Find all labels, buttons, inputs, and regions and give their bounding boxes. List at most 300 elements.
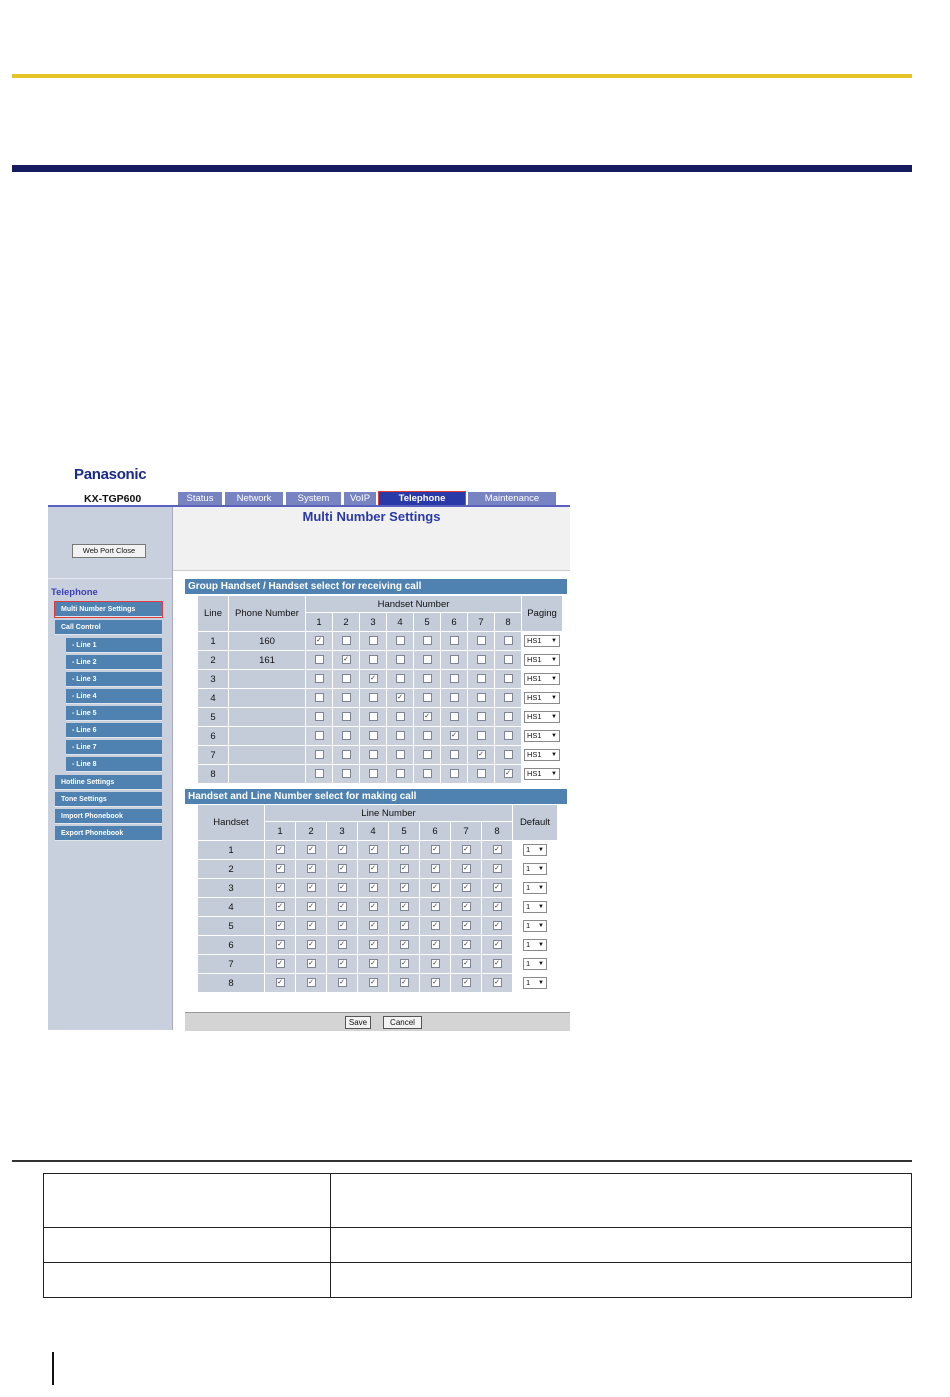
checkbox-cell — [389, 841, 419, 859]
checkbox[interactable] — [504, 750, 513, 759]
checkbox-cell — [327, 879, 357, 897]
line-cell: 7 — [198, 746, 228, 764]
checkbox[interactable]: ✓ — [401, 846, 407, 854]
dropdown-value: 1 — [526, 864, 531, 873]
checkbox[interactable]: ✓ — [370, 941, 376, 949]
column-header: 8 — [495, 613, 521, 631]
checkbox[interactable]: ✓ — [432, 846, 438, 854]
dropdown-value: HS1 — [527, 750, 542, 759]
checkbox-cell — [468, 746, 494, 764]
dropdown[interactable] — [524, 730, 560, 742]
checkbox[interactable]: ✓ — [401, 903, 407, 911]
checkbox[interactable]: ✓ — [370, 675, 376, 683]
checkbox[interactable] — [504, 636, 513, 645]
checkbox-cell — [360, 727, 386, 745]
checkbox-cell — [327, 936, 357, 954]
checkbox[interactable] — [315, 693, 324, 702]
checkbox[interactable]: ✓ — [432, 960, 438, 968]
checkbox[interactable]: ✓ — [277, 941, 283, 949]
checkbox[interactable] — [477, 712, 486, 721]
checkbox[interactable]: ✓ — [308, 903, 314, 911]
checkbox[interactable]: ✓ — [463, 846, 469, 854]
checkbox[interactable]: ✓ — [370, 960, 376, 968]
checkbox[interactable] — [342, 731, 351, 740]
checkbox[interactable] — [315, 769, 324, 778]
table-row — [198, 746, 562, 764]
checkbox[interactable] — [423, 731, 432, 740]
checkbox[interactable] — [315, 712, 324, 721]
checkbox[interactable] — [450, 636, 459, 645]
checkbox-cell — [441, 651, 467, 669]
checkbox-cell — [360, 632, 386, 650]
checkbox[interactable] — [369, 731, 378, 740]
chevron-down-icon: ▼ — [538, 904, 544, 910]
dropdown[interactable] — [523, 920, 547, 932]
sidebar-item-import-phonebook[interactable]: Import Phonebook — [55, 809, 162, 824]
checkbox[interactable]: ✓ — [478, 751, 484, 759]
checkbox[interactable]: ✓ — [432, 979, 438, 987]
checkbox[interactable]: ✓ — [277, 979, 283, 987]
checkbox[interactable]: ✓ — [277, 884, 283, 892]
column-header: 5 — [414, 613, 440, 631]
checkbox[interactable]: ✓ — [451, 732, 457, 740]
checkbox-cell — [441, 689, 467, 707]
checkbox-cell — [482, 841, 512, 859]
checkbox-cell — [327, 955, 357, 973]
table-cell — [44, 1228, 331, 1263]
default-cell — [513, 955, 557, 973]
checkbox[interactable] — [477, 693, 486, 702]
chevron-down-icon: ▼ — [538, 847, 544, 853]
sidebar-item-tone-settings[interactable]: Tone Settings — [55, 792, 162, 807]
checkbox[interactable] — [423, 750, 432, 759]
column-header: 7 — [468, 613, 494, 631]
checkbox[interactable]: ✓ — [370, 884, 376, 892]
checkbox[interactable]: ✓ — [463, 960, 469, 968]
checkbox[interactable]: ✓ — [370, 865, 376, 873]
checkbox[interactable]: ✓ — [308, 979, 314, 987]
checkbox[interactable]: ✓ — [494, 979, 500, 987]
checkbox[interactable]: ✓ — [494, 846, 500, 854]
checkbox-cell — [387, 765, 413, 783]
checkbox-cell — [482, 860, 512, 878]
checkbox[interactable] — [342, 750, 351, 759]
tab-system[interactable]: System — [286, 492, 341, 507]
chevron-down-icon: ▼ — [551, 771, 557, 777]
sidebar-item-hotline-settings[interactable]: Hotline Settings — [55, 775, 162, 790]
checkbox-cell — [495, 689, 521, 707]
checkbox[interactable]: ✓ — [308, 960, 314, 968]
checkbox[interactable]: ✓ — [401, 922, 407, 930]
dropdown[interactable] — [523, 863, 547, 875]
dropdown[interactable] — [523, 958, 547, 970]
sidebar-item-line-4[interactable]: - Line 4 — [66, 689, 162, 704]
column-header: Line — [198, 596, 228, 631]
checkbox[interactable]: ✓ — [424, 713, 430, 721]
checkbox-cell — [468, 670, 494, 688]
phone-number-cell — [229, 708, 305, 726]
checkbox[interactable]: ✓ — [432, 941, 438, 949]
checkbox[interactable] — [450, 655, 459, 664]
chevron-down-icon: ▼ — [551, 733, 557, 739]
sidebar-item-line-5[interactable]: - Line 5 — [66, 706, 162, 721]
checkbox[interactable] — [369, 693, 378, 702]
chevron-down-icon: ▼ — [538, 885, 544, 891]
checkbox[interactable] — [504, 655, 513, 664]
sidebar-item-export-phonebook[interactable]: Export Phonebook — [55, 826, 162, 841]
checkbox[interactable] — [423, 655, 432, 664]
table-cell — [44, 1174, 331, 1228]
checkbox-cell — [414, 670, 440, 688]
checkbox-cell — [420, 879, 450, 897]
checkbox[interactable]: ✓ — [432, 903, 438, 911]
checkbox[interactable] — [450, 693, 459, 702]
checkbox[interactable] — [315, 731, 324, 740]
checkbox-cell — [420, 841, 450, 859]
checkbox-cell — [451, 917, 481, 935]
checkbox-cell — [306, 746, 332, 764]
checkbox[interactable]: ✓ — [401, 865, 407, 873]
line-cell: 4 — [198, 689, 228, 707]
checkbox[interactable]: ✓ — [339, 884, 345, 892]
checkbox[interactable] — [342, 769, 351, 778]
checkbox[interactable] — [396, 769, 405, 778]
checkbox-cell — [420, 936, 450, 954]
checkbox-cell — [420, 860, 450, 878]
checkbox[interactable] — [396, 636, 405, 645]
column-header: 2 — [333, 613, 359, 631]
checkbox[interactable]: ✓ — [401, 960, 407, 968]
table-row — [198, 955, 557, 973]
checkbox[interactable]: ✓ — [397, 694, 403, 702]
checkbox[interactable]: ✓ — [343, 656, 349, 664]
table-row — [198, 651, 562, 669]
tab-maintenance[interactable]: Maintenance — [468, 492, 556, 507]
checkbox[interactable] — [396, 674, 405, 683]
checkbox[interactable]: ✓ — [401, 979, 407, 987]
checkbox[interactable] — [396, 655, 405, 664]
checkbox[interactable]: ✓ — [308, 922, 314, 930]
paging-cell — [522, 727, 562, 745]
checkbox[interactable] — [477, 655, 486, 664]
dropdown[interactable] — [524, 749, 560, 761]
checkbox-cell — [482, 917, 512, 935]
checkbox-cell — [468, 632, 494, 650]
column-header: Line Number — [265, 805, 512, 821]
phone-number-cell: 161 — [229, 651, 305, 669]
checkbox[interactable]: ✓ — [316, 637, 322, 645]
checkbox-cell — [441, 708, 467, 726]
checkbox-cell — [451, 936, 481, 954]
checkbox[interactable]: ✓ — [494, 884, 500, 892]
checkbox[interactable]: ✓ — [339, 846, 345, 854]
dropdown-value: HS1 — [527, 693, 542, 702]
checkbox[interactable]: ✓ — [308, 846, 314, 854]
checkbox[interactable] — [369, 750, 378, 759]
sidebar-item-line-1[interactable]: - Line 1 — [66, 638, 162, 653]
checkbox-cell — [360, 651, 386, 669]
checkbox[interactable] — [504, 693, 513, 702]
checkbox-cell — [495, 708, 521, 726]
checkbox[interactable]: ✓ — [277, 865, 283, 873]
dropdown[interactable] — [523, 901, 547, 913]
default-cell — [513, 974, 557, 992]
checkbox[interactable]: ✓ — [277, 846, 283, 854]
checkbox-cell — [451, 898, 481, 916]
sidebar-item-multi-number-settings[interactable]: Multi Number Settings — [55, 602, 162, 617]
checkbox[interactable] — [423, 769, 432, 778]
checkbox-cell — [451, 974, 481, 992]
dropdown-value: HS1 — [527, 636, 542, 645]
checkbox[interactable] — [396, 712, 405, 721]
phone-number-cell — [229, 727, 305, 745]
checkbox-cell — [441, 765, 467, 783]
checkbox-cell — [451, 879, 481, 897]
checkbox-cell — [414, 632, 440, 650]
handset-cell: 3 — [198, 879, 264, 897]
checkbox[interactable]: ✓ — [494, 960, 500, 968]
checkbox[interactable]: ✓ — [463, 922, 469, 930]
checkbox[interactable] — [477, 731, 486, 740]
checkbox-cell — [451, 841, 481, 859]
chevron-down-icon: ▼ — [538, 980, 544, 986]
checkbox[interactable] — [450, 712, 459, 721]
checkbox[interactable]: ✓ — [339, 922, 345, 930]
checkbox[interactable]: ✓ — [463, 979, 469, 987]
tab-voip[interactable]: VoIP — [344, 492, 376, 507]
checkbox-cell — [360, 708, 386, 726]
line-cell: 5 — [198, 708, 228, 726]
checkbox[interactable] — [315, 655, 324, 664]
save-button[interactable]: Save — [345, 1016, 371, 1029]
checkbox-cell — [420, 955, 450, 973]
checkbox-cell — [389, 860, 419, 878]
checkbox[interactable]: ✓ — [370, 903, 376, 911]
checkbox-cell — [265, 974, 295, 992]
sidebar-item-line-7[interactable]: - Line 7 — [66, 740, 162, 755]
checkbox-cell — [265, 936, 295, 954]
checkbox-cell — [420, 917, 450, 935]
dropdown[interactable] — [524, 673, 560, 685]
column-header: Paging — [522, 596, 562, 631]
column-header: 3 — [327, 822, 357, 840]
chevron-down-icon: ▼ — [551, 676, 557, 682]
checkbox[interactable]: ✓ — [339, 979, 345, 987]
paging-cell — [522, 765, 562, 783]
dropdown[interactable] — [524, 635, 560, 647]
checkbox[interactable] — [450, 674, 459, 683]
dropdown-value: HS1 — [527, 655, 542, 664]
checkbox[interactable]: ✓ — [463, 865, 469, 873]
dropdown-value: 1 — [526, 921, 531, 930]
checkbox-cell — [333, 651, 359, 669]
checkbox[interactable] — [423, 636, 432, 645]
sidebar-item-line-6[interactable]: - Line 6 — [66, 723, 162, 738]
checkbox[interactable]: ✓ — [505, 770, 511, 778]
checkbox[interactable] — [396, 731, 405, 740]
sidebar-item-line-2[interactable]: - Line 2 — [66, 655, 162, 670]
checkbox[interactable]: ✓ — [401, 884, 407, 892]
checkbox[interactable] — [396, 750, 405, 759]
paging-cell — [522, 632, 562, 650]
checkbox[interactable]: ✓ — [432, 865, 438, 873]
handset-cell: 7 — [198, 955, 264, 973]
checkbox[interactable] — [450, 750, 459, 759]
default-cell — [513, 841, 557, 859]
checkbox[interactable]: ✓ — [308, 941, 314, 949]
column-header: 5 — [389, 822, 419, 840]
checkbox-cell — [387, 632, 413, 650]
checkbox[interactable]: ✓ — [370, 979, 376, 987]
checkbox[interactable] — [342, 693, 351, 702]
checkbox-cell — [265, 841, 295, 859]
checkbox[interactable] — [477, 674, 486, 683]
line-cell: 1 — [198, 632, 228, 650]
checkbox[interactable]: ✓ — [432, 884, 438, 892]
checkbox[interactable]: ✓ — [339, 941, 345, 949]
checkbox[interactable] — [342, 712, 351, 721]
sidebar-item-line-3[interactable]: - Line 3 — [66, 672, 162, 687]
checkbox[interactable]: ✓ — [432, 922, 438, 930]
table-row — [198, 898, 557, 916]
checkbox[interactable] — [477, 636, 486, 645]
checkbox-cell — [468, 765, 494, 783]
web-port-close-button[interactable]: Web Port Close — [72, 544, 146, 558]
checkbox[interactable]: ✓ — [494, 865, 500, 873]
checkbox[interactable] — [342, 636, 351, 645]
checkbox[interactable]: ✓ — [339, 960, 345, 968]
checkbox-cell — [306, 651, 332, 669]
checkbox-cell — [468, 689, 494, 707]
divider — [48, 578, 172, 579]
table-row — [198, 670, 562, 688]
checkbox[interactable]: ✓ — [463, 884, 469, 892]
checkbox[interactable]: ✓ — [494, 922, 500, 930]
checkbox-cell — [389, 898, 419, 916]
checkbox[interactable]: ✓ — [277, 960, 283, 968]
checkbox[interactable] — [369, 769, 378, 778]
line-cell: 6 — [198, 727, 228, 745]
dropdown-value: HS1 — [527, 712, 542, 721]
checkbox-cell — [327, 917, 357, 935]
checkbox-cell — [414, 746, 440, 764]
phone-number-cell: 160 — [229, 632, 305, 650]
chevron-down-icon: ▼ — [551, 695, 557, 701]
checkbox-cell — [358, 917, 388, 935]
checkbox[interactable]: ✓ — [494, 903, 500, 911]
checkbox[interactable] — [504, 712, 513, 721]
checkbox-cell — [468, 651, 494, 669]
dropdown[interactable] — [524, 768, 560, 780]
dropdown[interactable] — [523, 844, 547, 856]
checkbox-cell — [495, 727, 521, 745]
checkbox-cell — [495, 632, 521, 650]
checkbox-cell — [306, 689, 332, 707]
dropdown[interactable] — [523, 882, 547, 894]
checkbox[interactable]: ✓ — [308, 865, 314, 873]
section-rule — [12, 1160, 912, 1162]
checkbox[interactable] — [369, 712, 378, 721]
checkbox[interactable]: ✓ — [308, 884, 314, 892]
checkbox[interactable] — [369, 655, 378, 664]
checkbox[interactable]: ✓ — [401, 941, 407, 949]
tab-status[interactable]: Status — [178, 492, 222, 507]
page-edge-bar — [52, 1352, 54, 1385]
tab-telephone[interactable]: Telephone — [379, 492, 465, 507]
checkbox[interactable] — [315, 750, 324, 759]
dropdown[interactable] — [524, 654, 560, 666]
checkbox-cell — [306, 765, 332, 783]
checkbox[interactable] — [477, 769, 486, 778]
checkbox[interactable]: ✓ — [370, 922, 376, 930]
dropdown[interactable] — [524, 692, 560, 704]
checkbox[interactable] — [450, 769, 459, 778]
table-cell — [331, 1174, 912, 1228]
checkbox[interactable] — [315, 674, 324, 683]
checkbox[interactable]: ✓ — [339, 903, 345, 911]
column-header: 6 — [441, 613, 467, 631]
checkbox[interactable] — [423, 693, 432, 702]
dropdown[interactable] — [523, 939, 547, 951]
checkbox-cell — [414, 689, 440, 707]
dropdown[interactable] — [523, 977, 547, 989]
handset-cell: 8 — [198, 974, 264, 992]
checkbox-cell — [333, 708, 359, 726]
handset-cell: 6 — [198, 936, 264, 954]
checkbox[interactable]: ✓ — [370, 846, 376, 854]
dropdown-value: HS1 — [527, 731, 542, 740]
checkbox-cell — [387, 727, 413, 745]
checkbox[interactable]: ✓ — [463, 903, 469, 911]
checkbox-cell — [414, 727, 440, 745]
paging-cell — [522, 689, 562, 707]
column-header: Default — [513, 805, 557, 840]
checkbox-cell — [482, 955, 512, 973]
checkbox[interactable]: ✓ — [463, 941, 469, 949]
checkbox-cell — [296, 879, 326, 897]
dropdown[interactable] — [524, 711, 560, 723]
checkbox[interactable]: ✓ — [277, 922, 283, 930]
cancel-button[interactable]: Cancel — [383, 1016, 422, 1029]
checkbox[interactable] — [504, 674, 513, 683]
checkbox[interactable]: ✓ — [277, 903, 283, 911]
checkbox-cell — [468, 727, 494, 745]
checkbox-cell — [387, 689, 413, 707]
tab-network[interactable]: Network — [225, 492, 283, 507]
checkbox[interactable] — [342, 674, 351, 683]
checkbox-cell — [333, 632, 359, 650]
section-make-heading: Handset and Line Number select for making call — [185, 789, 567, 804]
checkbox-cell — [265, 917, 295, 935]
column-header: 6 — [420, 822, 450, 840]
checkbox-cell — [333, 689, 359, 707]
checkbox-cell — [451, 955, 481, 973]
checkbox-cell — [441, 670, 467, 688]
checkbox[interactable]: ✓ — [494, 941, 500, 949]
sidebar-item-line-8[interactable]: - Line 8 — [66, 757, 162, 772]
checkbox-cell — [389, 917, 419, 935]
checkbox[interactable]: ✓ — [339, 865, 345, 873]
column-header: 2 — [296, 822, 326, 840]
checkbox-cell — [387, 746, 413, 764]
checkbox[interactable] — [504, 731, 513, 740]
checkbox-cell — [420, 974, 450, 992]
table-cell — [331, 1228, 912, 1263]
default-cell — [513, 879, 557, 897]
checkbox[interactable] — [369, 636, 378, 645]
sidebar-item-call-control[interactable]: Call Control — [55, 620, 162, 635]
checkbox[interactable] — [423, 674, 432, 683]
